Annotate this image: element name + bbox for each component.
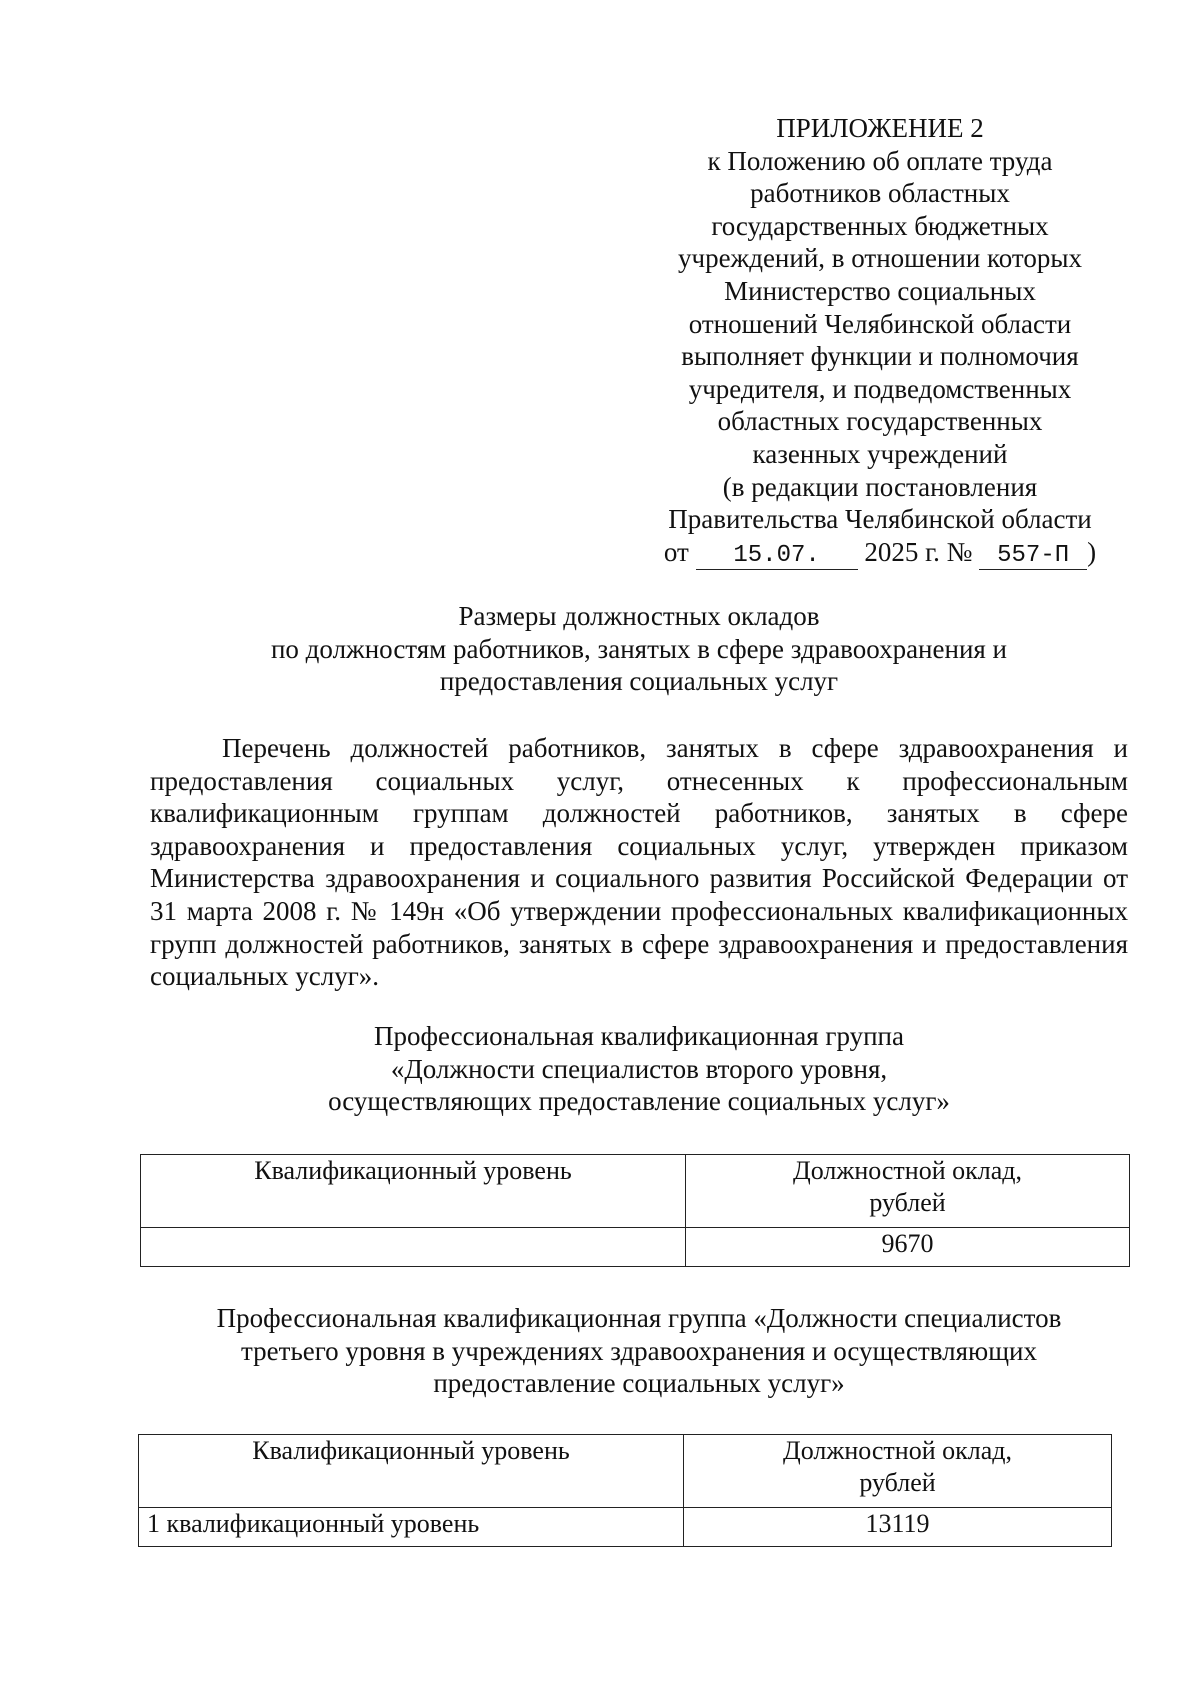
header-salary — [684, 1435, 1112, 1508]
date-prefix: от — [663, 536, 689, 567]
header-label: Должностной оклад, — [783, 1436, 1012, 1465]
salary-table-second-level — [140, 1154, 1130, 1267]
cell-salary: 9670 — [686, 1228, 1130, 1267]
resolution-year: 2025 г. № — [864, 536, 973, 567]
header-label: Должностной оклад, — [793, 1156, 1022, 1185]
header-unit: рублей — [859, 1468, 936, 1497]
closing-paren: ) — [1087, 536, 1097, 567]
appendix-line: выполняет функции и полномочия — [681, 341, 1079, 372]
appendix-line: Министерство социальных — [724, 275, 1036, 306]
appendix-line: (в редакции постановления — [722, 471, 1038, 502]
appendix-line: учредителя, и подведомственных — [688, 373, 1072, 404]
cell-salary: 13119 — [684, 1508, 1112, 1547]
title-line: Размеры должностных окладов — [458, 601, 820, 631]
header-label: Квалификационный уровень — [254, 1156, 572, 1185]
group-heading-line: третьего уровня в учреждениях здравоохранения и осуществляющих — [241, 1335, 1037, 1366]
group-heading-third-level — [150, 1302, 1128, 1400]
header-qualification-level — [139, 1435, 684, 1508]
resolution-date-line — [640, 536, 1120, 570]
appendix-line: учреждений, в отношении которых — [677, 243, 1083, 274]
intro-paragraph: Перечень должностей работников, занятых в сфере здравоохранения и предоставления социальных услуг, отнесенных к профессиональным квалификационным группам должностей работников, занятых в сфере здравоохранения и предоставления социальных услуг, утвержден приказом Министерства здравоохранения и социального развития Российской Федерации от 31 марта 2008 г. № 149н «Об утверждении профессиональных квалификационных групп должностей работников, занятых в сфере здравоохранения и предоставления социальных услуг». — [150, 733, 1128, 992]
appendix-block — [640, 112, 1120, 570]
title-line: предоставления социальных услуг — [439, 666, 839, 697]
appendix-line: работников областных — [750, 178, 1010, 209]
resolution-date: 15.07. — [696, 543, 858, 570]
title-line: по должностям работников, занятых в сфере здравоохранения и — [270, 633, 1008, 664]
appendix-line: Правительства Челябинской области — [668, 504, 1092, 535]
header-qualification-level — [141, 1155, 686, 1228]
group-heading-line: Профессиональная квалификационная группа — [374, 1021, 904, 1051]
appendix-line: государственных бюджетных — [711, 210, 1049, 241]
cell-level: 1 квалификационный уровень — [139, 1508, 684, 1547]
group-heading-line: осуществляющих предоставление социальных услуг» — [328, 1086, 950, 1117]
group-heading-line: предоставление социальных услуг» — [433, 1368, 845, 1399]
group-heading-line: Профессиональная квалификационная группа «Должности специалистов — [216, 1303, 1062, 1333]
appendix-title: ПРИЛОЖЕНИЕ 2 — [776, 113, 984, 143]
group-heading-second-level — [150, 1020, 1128, 1118]
header-label: Квалификационный уровень — [252, 1436, 570, 1465]
table-header-row — [141, 1155, 1130, 1228]
table-row — [139, 1508, 1112, 1547]
header-salary — [686, 1155, 1130, 1228]
appendix-line: областных государственных — [717, 406, 1043, 437]
header-unit: рублей — [869, 1188, 946, 1217]
group-heading-line: «Должности специалистов второго уровня, — [390, 1053, 888, 1084]
cell-level — [141, 1228, 686, 1267]
appendix-line: к Положению об оплате труда — [707, 145, 1053, 176]
resolution-number: 557-П — [979, 543, 1087, 570]
appendix-line: отношений Челябинской области — [688, 308, 1072, 339]
document-title — [150, 600, 1128, 698]
table-header-row — [139, 1435, 1112, 1508]
salary-table-third-level — [138, 1434, 1112, 1547]
appendix-line: казенных учреждений — [752, 438, 1008, 469]
table-row — [141, 1228, 1130, 1267]
